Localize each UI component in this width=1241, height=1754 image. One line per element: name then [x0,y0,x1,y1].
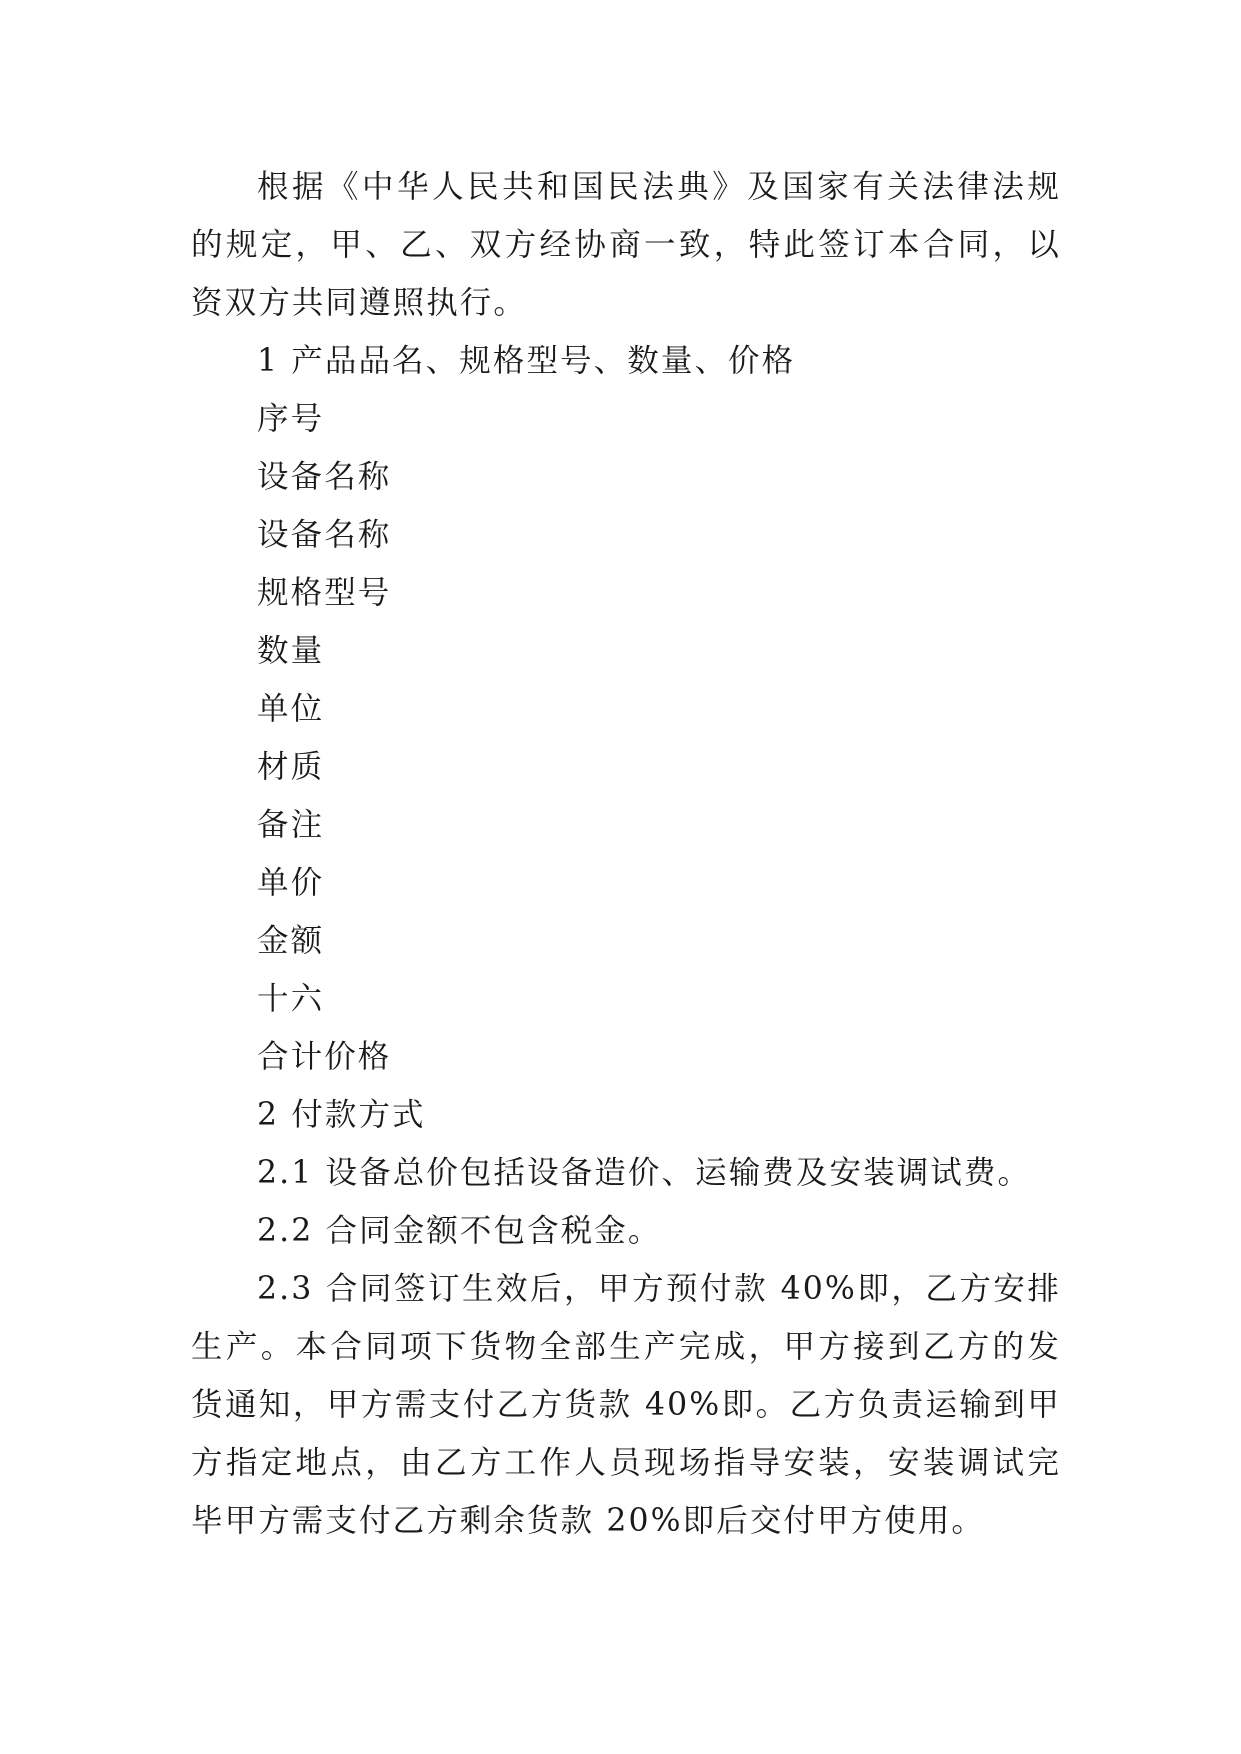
table-field-amount: 金额 [257,923,325,959]
clause-2-1: 2.1 设备总价包括设备造价、运输费及安装调试费。 [257,1155,1032,1191]
table-field-remark: 备注 [257,807,325,843]
clause-2-3: 2.3 合同签订生效后，甲方预付款 40%即，乙方安排生产。本合同项下货物全部生产完成，甲方接到乙方的发货通知，甲方需支付乙方货款 40%即。乙方负责运输到甲方指定地点，由乙方工作人员现场指导安装，安装调试完毕甲方需支付乙方剩余货款 20%即后交付甲方使用。 [191,1271,1061,1539]
table-field-quantity: 数量 [257,633,325,669]
table-field-unit: 单位 [257,691,325,727]
table-field-unit-price: 单价 [257,865,325,901]
table-field-total-price: 合计价格 [257,1039,392,1075]
table-field-model: 规格型号 [257,575,392,611]
table-field-sixteen: 十六 [257,981,325,1017]
section-1-title: 1 产品品名、规格型号、数量、价格 [257,343,796,379]
table-field-serial-no: 序号 [257,401,325,437]
document-body [191,158,1061,1550]
clause-2-2: 2.2 合同金额不包含税金。 [257,1213,662,1249]
table-field-equipment-name: 设备名称 [257,459,392,495]
table-field-equipment-name-2: 设备名称 [257,517,392,553]
table-field-material: 材质 [257,749,325,785]
intro-paragraph: 根据《中华人民共和国民法典》及国家有关法律法规的规定，甲、乙、双方经协商一致，特此签订本合同，以资双方共同遵照执行。 [191,169,1061,321]
section-2-title: 2 付款方式 [257,1097,426,1133]
